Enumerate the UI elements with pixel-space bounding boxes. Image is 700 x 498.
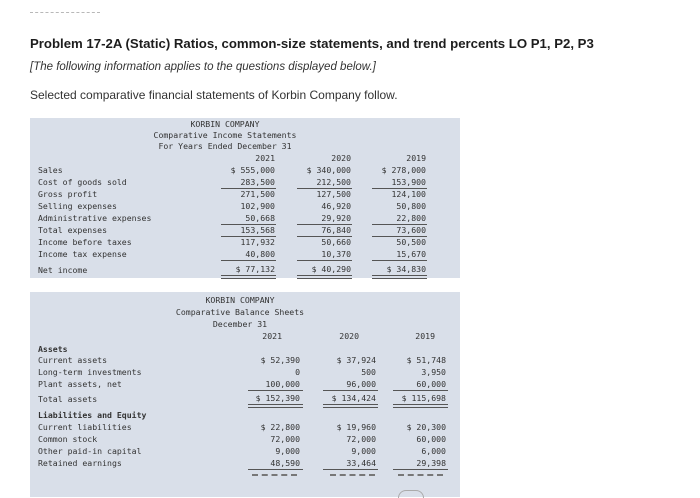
bs-value-2019: 6,000 [421, 446, 446, 456]
bs-row-label: Current liabilities [38, 422, 132, 432]
is-value-2021: $ 77,132 [235, 264, 275, 274]
double-underline [221, 275, 276, 276]
underline [372, 260, 427, 261]
bs-value-2021: 72,000 [270, 434, 300, 444]
is-value-2019: 124,100 [391, 189, 426, 199]
bs-statement-name: Comparative Balance Sheets [175, 307, 305, 317]
cropped-total-2021 [252, 474, 297, 478]
is-value-2020: 29,920 [321, 213, 351, 223]
bs-assets-heading: Assets [38, 344, 68, 354]
bs-value-2019: 60,000 [416, 434, 446, 444]
is-row-label: Net income [38, 265, 88, 275]
is-value-2021: 153,568 [240, 225, 275, 235]
is-value-2019: 22,800 [396, 213, 426, 223]
is-row-label: Sales [38, 165, 63, 175]
bs-row-label: Long-term investments [38, 367, 142, 377]
bs-value-2019: $ 20,300 [406, 422, 446, 432]
underline [248, 390, 303, 391]
is-value-2020: 127,500 [316, 189, 351, 199]
double-underline [372, 275, 427, 276]
is-year-2021: 2021 [255, 153, 275, 163]
bs-year-2021: 2021 [262, 331, 282, 341]
is-value-2021: $ 555,000 [230, 165, 275, 175]
bs-value-2021: $ 22,800 [260, 422, 300, 432]
is-value-2021: 102,900 [240, 201, 275, 211]
double-underline [323, 404, 378, 405]
is-value-2021: 117,932 [240, 237, 275, 247]
is-value-2020: 50,660 [321, 237, 351, 247]
bs-year-2019: 2019 [415, 331, 435, 341]
bs-value-2021: 0 [295, 367, 300, 377]
bs-row-label: Common stock [38, 434, 98, 444]
double-underline [393, 404, 448, 405]
bs-value-2021: 9,000 [275, 446, 300, 456]
bs-value-2020: 72,000 [346, 434, 376, 444]
underline [393, 390, 448, 391]
is-value-2021: 50,668 [245, 213, 275, 223]
is-value-2021: 283,500 [240, 177, 275, 187]
bs-row-label: Other paid-in capital [38, 446, 142, 456]
bs-value-2020: 96,000 [346, 379, 376, 389]
is-row-label: Gross profit [38, 189, 98, 199]
is-row-label: Income before taxes [38, 237, 132, 247]
underline [393, 469, 448, 470]
is-value-2019: 73,600 [396, 225, 426, 235]
bs-value-2020: $ 134,424 [331, 393, 376, 403]
bs-row-label: Retained earnings [38, 458, 122, 468]
is-value-2019: 153,900 [391, 177, 426, 187]
underline [323, 469, 378, 470]
underline [221, 260, 276, 261]
bs-period: December 31 [212, 319, 268, 329]
bs-row-label: Total assets [38, 394, 98, 404]
is-value-2019: 15,670 [396, 249, 426, 259]
problem-subtitle: [The following information applies to the questions displayed below.] [30, 61, 376, 73]
bs-value-2020: 9,000 [351, 446, 376, 456]
is-row-label: Administrative expenses [38, 213, 152, 223]
double-underline [248, 404, 303, 405]
bs-value-2021: $ 152,390 [255, 393, 300, 403]
bs-liabilities-heading: Liabilities and Equity [38, 410, 147, 420]
cropped-total-2019 [398, 474, 443, 478]
is-period: For Years Ended December 31 [158, 141, 292, 151]
is-value-2019: $ 278,000 [381, 165, 426, 175]
is-row-label: Selling expenses [38, 201, 117, 211]
is-value-2020: 76,840 [321, 225, 351, 235]
is-row-label: Cost of goods sold [38, 177, 127, 187]
bs-value-2020: 33,464 [346, 458, 376, 468]
intro-text: Selected comparative financial statements of Korbin Company follow. [30, 88, 398, 102]
is-value-2020: 212,500 [316, 177, 351, 187]
top-divider [30, 12, 100, 13]
bs-row-label: Plant assets, net [38, 379, 122, 389]
is-value-2019: 50,500 [396, 237, 426, 247]
bs-value-2019: 60,000 [416, 379, 446, 389]
bs-value-2019: 29,398 [416, 458, 446, 468]
bs-company-name: KORBIN COMPANY [205, 295, 275, 305]
bs-value-2021: 100,000 [265, 379, 300, 389]
is-value-2021: 40,800 [245, 249, 275, 259]
bs-value-2019: $ 51,748 [406, 355, 446, 365]
is-value-2020: $ 340,000 [306, 165, 351, 175]
is-company-name: KORBIN COMPANY [190, 119, 260, 129]
is-year-2020: 2020 [331, 153, 351, 163]
double-underline [297, 275, 352, 276]
bs-value-2019: $ 115,698 [401, 393, 446, 403]
is-year-2019: 2019 [406, 153, 426, 163]
is-value-2020: 46,920 [321, 201, 351, 211]
bs-year-2020: 2020 [339, 331, 359, 341]
is-row-label: Total expenses [38, 225, 108, 235]
problem-title: Problem 17-2A (Static) Ratios, common-size statements, and trend percents LO P1, P2, P3 [30, 36, 594, 51]
is-statement-name: Comparative Income Statements [153, 130, 297, 140]
bs-value-2019: 3,950 [421, 367, 446, 377]
underline [323, 390, 378, 391]
bs-value-2021: 48,590 [270, 458, 300, 468]
bs-value-2020: $ 19,960 [336, 422, 376, 432]
is-value-2019: 50,800 [396, 201, 426, 211]
underline [248, 469, 303, 470]
is-row-label: Income tax expense [38, 249, 127, 259]
bs-value-2020: $ 37,924 [336, 355, 376, 365]
cropped-total-2020 [330, 474, 375, 478]
is-value-2019: $ 34,830 [386, 264, 426, 274]
is-value-2021: 271,500 [240, 189, 275, 199]
bs-row-label: Current assets [38, 355, 108, 365]
is-value-2020: $ 40,290 [311, 264, 351, 274]
is-value-2020: 10,370 [321, 249, 351, 259]
bs-value-2020: 500 [361, 367, 376, 377]
bs-value-2021: $ 52,390 [260, 355, 300, 365]
underline [297, 260, 352, 261]
